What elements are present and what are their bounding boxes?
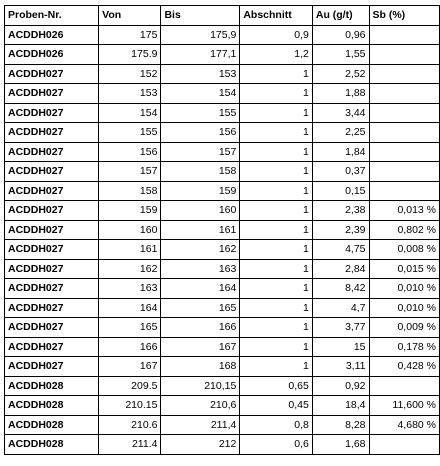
table-row xyxy=(5,142,440,162)
to-cell: 158 xyxy=(161,162,240,182)
from-cell: 210.15 xyxy=(99,396,161,416)
antimony-cell: 0,428 % xyxy=(369,357,440,377)
sample-id-cell: ACDDH027 xyxy=(5,142,99,162)
from-cell: 162 xyxy=(99,259,161,279)
antimony-cell xyxy=(369,25,440,45)
header-sample-id: Proben-Nr. xyxy=(5,6,99,26)
header-to: Bis xyxy=(161,6,240,26)
to-cell: 157 xyxy=(161,142,240,162)
interval-cell: 1 xyxy=(240,142,313,162)
gold-cell: 2,38 xyxy=(312,201,369,221)
gold-cell: 2,25 xyxy=(312,123,369,143)
sample-id-cell: ACDDH028 xyxy=(5,376,99,396)
gold-cell: 0,15 xyxy=(312,181,369,201)
table-row xyxy=(5,181,440,201)
sample-id-cell: ACDDH028 xyxy=(5,435,99,455)
header-from: Von xyxy=(99,6,161,26)
sample-id-cell: ACDDH027 xyxy=(5,84,99,104)
sample-id-cell: ACDDH027 xyxy=(5,279,99,299)
gold-cell: 0,96 xyxy=(312,25,369,45)
interval-cell: 1 xyxy=(240,318,313,338)
to-cell: 166 xyxy=(161,318,240,338)
sample-id-cell: ACDDH027 xyxy=(5,162,99,182)
to-cell: 211,4 xyxy=(161,415,240,435)
to-cell: 177,1 xyxy=(161,45,240,65)
interval-cell: 1 xyxy=(240,64,313,84)
sample-id-cell: ACDDH028 xyxy=(5,415,99,435)
sample-id-cell: ACDDH027 xyxy=(5,240,99,260)
from-cell: 167 xyxy=(99,357,161,377)
sample-table-container xyxy=(4,5,440,455)
from-cell: 211.4 xyxy=(99,435,161,455)
interval-cell: 1 xyxy=(240,201,313,221)
sample-id-cell: ACDDH027 xyxy=(5,181,99,201)
interval-cell: 1 xyxy=(240,240,313,260)
table-row xyxy=(5,220,440,240)
table-row xyxy=(5,201,440,221)
antimony-cell: 0,802 % xyxy=(369,220,440,240)
from-cell: 158 xyxy=(99,181,161,201)
sample-id-cell: ACDDH027 xyxy=(5,259,99,279)
from-cell: 153 xyxy=(99,84,161,104)
table-row xyxy=(5,259,440,279)
interval-cell: 1 xyxy=(240,220,313,240)
antimony-cell: 0,013 % xyxy=(369,201,440,221)
sample-id-cell: ACDDH027 xyxy=(5,220,99,240)
interval-cell: 0,8 xyxy=(240,415,313,435)
sample-id-cell: ACDDH027 xyxy=(5,357,99,377)
antimony-cell: 0,010 % xyxy=(369,279,440,299)
interval-cell: 1 xyxy=(240,181,313,201)
table-row xyxy=(5,103,440,123)
gold-cell: 3,44 xyxy=(312,103,369,123)
antimony-cell: 11,600 % xyxy=(369,396,440,416)
from-cell: 175.9 xyxy=(99,45,161,65)
interval-cell: 1 xyxy=(240,337,313,357)
sample-id-cell: ACDDH026 xyxy=(5,45,99,65)
to-cell: 163 xyxy=(161,259,240,279)
interval-cell: 0,6 xyxy=(240,435,313,455)
sample-id-cell: ACDDH027 xyxy=(5,201,99,221)
table-row xyxy=(5,25,440,45)
gold-cell: 3,11 xyxy=(312,357,369,377)
to-cell: 154 xyxy=(161,84,240,104)
interval-cell: 1 xyxy=(240,103,313,123)
from-cell: 159 xyxy=(99,201,161,221)
from-cell: 160 xyxy=(99,220,161,240)
table-row xyxy=(5,84,440,104)
sample-id-cell: ACDDH026 xyxy=(5,25,99,45)
from-cell: 163 xyxy=(99,279,161,299)
antimony-cell xyxy=(369,162,440,182)
interval-cell: 0,65 xyxy=(240,376,313,396)
gold-cell: 3,77 xyxy=(312,318,369,338)
interval-cell: 1 xyxy=(240,123,313,143)
to-cell: 168 xyxy=(161,357,240,377)
table-row xyxy=(5,45,440,65)
table-row xyxy=(5,64,440,84)
antimony-cell: 0,178 % xyxy=(369,337,440,357)
from-cell: 154 xyxy=(99,103,161,123)
sample-id-cell: ACDDH028 xyxy=(5,396,99,416)
gold-cell: 15 xyxy=(312,337,369,357)
interval-cell: 0,9 xyxy=(240,25,313,45)
antimony-cell xyxy=(369,142,440,162)
to-cell: 165 xyxy=(161,298,240,318)
sample-id-cell: ACDDH027 xyxy=(5,318,99,338)
header-row xyxy=(5,6,440,26)
interval-cell: 1 xyxy=(240,259,313,279)
gold-cell: 0,92 xyxy=(312,376,369,396)
interval-cell: 1 xyxy=(240,84,313,104)
interval-cell: 1 xyxy=(240,357,313,377)
table-row xyxy=(5,396,440,416)
antimony-cell: 4,680 % xyxy=(369,415,440,435)
table-row xyxy=(5,376,440,396)
antimony-cell: 0,009 % xyxy=(369,318,440,338)
to-cell: 164 xyxy=(161,279,240,299)
interval-cell: 1 xyxy=(240,162,313,182)
antimony-cell: 0,008 % xyxy=(369,240,440,260)
to-cell: 161 xyxy=(161,220,240,240)
header-gold: Au (g/t) xyxy=(312,6,369,26)
from-cell: 165 xyxy=(99,318,161,338)
to-cell: 167 xyxy=(161,337,240,357)
sample-id-cell: ACDDH027 xyxy=(5,298,99,318)
table-row xyxy=(5,123,440,143)
gold-cell: 1,55 xyxy=(312,45,369,65)
from-cell: 156 xyxy=(99,142,161,162)
to-cell: 210,6 xyxy=(161,396,240,416)
antimony-cell xyxy=(369,376,440,396)
antimony-cell xyxy=(369,64,440,84)
antimony-cell: 0,015 % xyxy=(369,259,440,279)
interval-cell: 0,45 xyxy=(240,396,313,416)
antimony-cell xyxy=(369,103,440,123)
table-row xyxy=(5,337,440,357)
from-cell: 155 xyxy=(99,123,161,143)
gold-cell: 1,88 xyxy=(312,84,369,104)
table-row xyxy=(5,415,440,435)
table-row xyxy=(5,357,440,377)
to-cell: 159 xyxy=(161,181,240,201)
antimony-cell xyxy=(369,123,440,143)
sample-id-cell: ACDDH027 xyxy=(5,103,99,123)
to-cell: 175,9 xyxy=(161,25,240,45)
antimony-cell xyxy=(369,181,440,201)
interval-cell: 1,2 xyxy=(240,45,313,65)
gold-cell: 4,75 xyxy=(312,240,369,260)
gold-cell: 2,84 xyxy=(312,259,369,279)
gold-cell: 2,39 xyxy=(312,220,369,240)
antimony-cell xyxy=(369,45,440,65)
table-row xyxy=(5,279,440,299)
table-row xyxy=(5,435,440,455)
to-cell: 160 xyxy=(161,201,240,221)
gold-cell: 8,28 xyxy=(312,415,369,435)
sample-id-cell: ACDDH027 xyxy=(5,123,99,143)
to-cell: 155 xyxy=(161,103,240,123)
to-cell: 212 xyxy=(161,435,240,455)
from-cell: 157 xyxy=(99,162,161,182)
from-cell: 175 xyxy=(99,25,161,45)
from-cell: 161 xyxy=(99,240,161,260)
from-cell: 166 xyxy=(99,337,161,357)
to-cell: 210,15 xyxy=(161,376,240,396)
gold-cell: 8,42 xyxy=(312,279,369,299)
to-cell: 156 xyxy=(161,123,240,143)
gold-cell: 1,84 xyxy=(312,142,369,162)
sample-id-cell: ACDDH027 xyxy=(5,64,99,84)
antimony-cell xyxy=(369,435,440,455)
gold-cell: 0,37 xyxy=(312,162,369,182)
table-row xyxy=(5,318,440,338)
table-row xyxy=(5,162,440,182)
gold-cell: 4,7 xyxy=(312,298,369,318)
from-cell: 164 xyxy=(99,298,161,318)
to-cell: 162 xyxy=(161,240,240,260)
antimony-cell: 0,010 % xyxy=(369,298,440,318)
header-interval: Abschnitt xyxy=(240,6,313,26)
table-row xyxy=(5,298,440,318)
from-cell: 210.6 xyxy=(99,415,161,435)
gold-cell: 2,52 xyxy=(312,64,369,84)
gold-cell: 1,68 xyxy=(312,435,369,455)
gold-cell: 18,4 xyxy=(312,396,369,416)
sample-table xyxy=(4,5,440,455)
from-cell: 209.5 xyxy=(99,376,161,396)
table-row xyxy=(5,240,440,260)
from-cell: 152 xyxy=(99,64,161,84)
to-cell: 153 xyxy=(161,64,240,84)
antimony-cell xyxy=(369,84,440,104)
header-antimony: Sb (%) xyxy=(369,6,440,26)
interval-cell: 1 xyxy=(240,298,313,318)
interval-cell: 1 xyxy=(240,279,313,299)
sample-id-cell: ACDDH027 xyxy=(5,337,99,357)
